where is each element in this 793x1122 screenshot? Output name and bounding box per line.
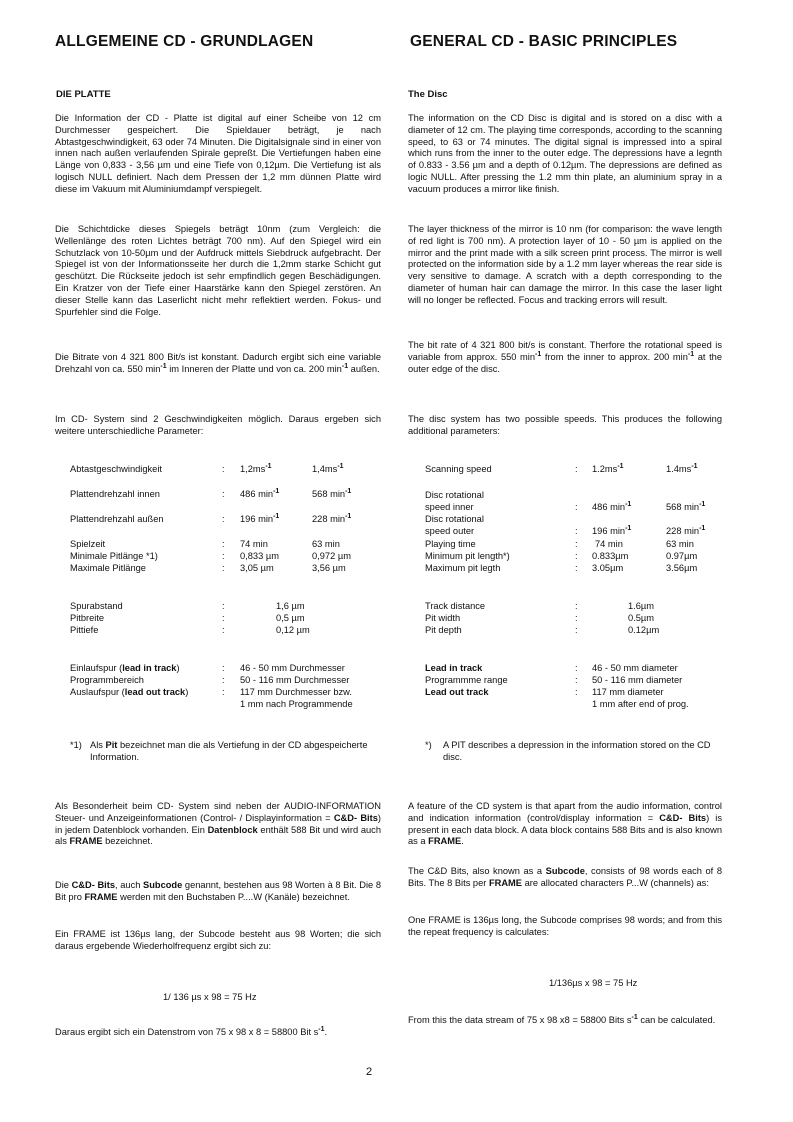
right-paragraph-1: The information on the CD Disc is digital and is stored on a disc with a diameter of 12 cm. The playing time corresponds, according to the scanning speed, to 63 or 74 minutes. The digital signal is impressed into a spiral which runs from the inner to the outer edge. The depressions have a legnth of 0.833 - 3.56 µm and a depth of 0.12µm. The depressions are defined as logic NULL. After pressing the 1.2 mm thin plate, an aluminium spray in a vacuum produces a mirror like finish. (408, 113, 722, 194)
param-label: Pitbreite (70, 613, 105, 623)
param-label: Lead out track (425, 687, 489, 697)
param-label: Einlaufspur (lead in track) (70, 663, 180, 673)
param-value: $1,4ms^{-1}$ (312, 463, 344, 474)
param-value: 63 min (666, 539, 694, 549)
right-paragraph-4: The disc system has two possible speeds. This produces the following additional parameters: (408, 414, 722, 436)
param-value: 486 $\min^{-1}$ (240, 488, 280, 499)
left-paragraph-5: Als Besonderheit beim CD- System sind neben der AUDIO-INFORMATION Steuer- und Anzeigeinformationen (Control- / Displayinformation = C&D- Bits) in jedem Datenblock vorhanden. Ein Datenblock enthält 588 Bit und wird auch als FRAME bezeichnet. (55, 801, 382, 847)
right-paragraph-2: The layer thickness of the mirror is 10 nm (for comparison: the wave length of red light is 700 nm). A protection layer of 10 - 50 µm is applied on the mirror and the print made with a silk screen print process. The mirror is well protected on the information side by a 1.2 mm layer whereas the rear side is very sensitive to damage. A scratch with a depth corresponding to the diameter of human hair can damage the mirror. In this case the laser light will no longer be reflected. Focus and tracking errors will result. (408, 224, 722, 305)
param-label: Maximum pit legth (425, 563, 501, 573)
right-formula: 1/136µs x 98 = 75 Hz (549, 978, 638, 988)
param-label: Abtastgeschwindigkeit (70, 464, 162, 474)
right-paragraph-3: The bit rate of 4 321 800 bit/s is constant. Therfore the rotational speed is variable from approx. 550 $\min^{-1}$ from the inner to approx. 200 $\min^{-1}$ at the outer edge of the disc. (408, 340, 723, 374)
left-section-heading: DIE PLATTE (56, 89, 111, 100)
param-label: Disc rotational (425, 490, 484, 500)
left-footnote: *1) Als Pit bezeichnet man die als Vertiefung in der CD abgespeicherte Information. (70, 740, 368, 762)
param-value: $1.4ms^{-1}$ (666, 463, 698, 474)
param-label: Plattendrehzahl innen (70, 489, 160, 499)
param-value: 0,972 µm (312, 551, 351, 561)
param-label: Track distance (425, 601, 486, 611)
param-label: Minimale Pitlänge *1) (70, 551, 158, 561)
right-page-title: GENERAL CD - BASIC PRINCIPLES (410, 33, 678, 50)
param-value: 63 min (312, 539, 340, 549)
param-value: 228 $\min^{-1}$ (312, 513, 352, 524)
param-value: 0.97µm (666, 551, 698, 561)
left-paragraph-2: Die Schichtdicke dieses Spiegels beträgt 10nm (zum Vergleich: die Wellenlänge des roten Lichtes beträgt 700 nm). Auf den Spiegel wird ein Schutzlack von 10-50µm und der Aufdruck mittels Siebdruck aufgebracht. Der Spiegel ist von der Informationsseite her durch die 1,2mm starke Schicht gut geschützt. Die Rückseite jedoch ist sehr empfindlich gegen Beschädigungen. Ein Kratzer von der Tiefe einer Haarstärke kann den Spiegel zerstören. An dieser Stelle kann das Laserlicht nicht mehr reflektiert werden. Fokus- und Spurfehler sind die Folge. (55, 224, 381, 317)
param-label: Maximale Pitlänge (70, 563, 146, 573)
left-paragraph-8: Daraus ergibt sich ein Datenstrom von 75 x 98 x 8 = 58800 Bit $s^{-1}$. (55, 1026, 328, 1037)
left-paragraph-4: Im CD- System sind 2 Geschwindigkeiten möglich. Daraus ergeben sich weitere unterschiedliche Parameter: (55, 414, 381, 436)
param-value: 486 $\min^{-1}$ (592, 501, 632, 512)
left-paragraph-6: Die C&D- Bits, auch Subcode genannt, bestehen aus 98 Worten à 8 Bit. Die 8 Bit pro FRAME werden mit den Buchstaben P....W (Kanäle) bezeichnet. (55, 880, 381, 902)
param-value: 568 $\min^{-1}$ (312, 488, 352, 499)
param-value: 0,833 µm (240, 551, 279, 561)
param-value: 46 - 50 mm diameter (592, 663, 678, 673)
param-value: 50 - 116 mm diameter (592, 675, 683, 685)
param-label: Disc rotational (425, 514, 484, 524)
param-label: Spurabstand (70, 601, 123, 611)
param-value: 3.56µm (666, 563, 698, 573)
left-formula: 1/ 136 µs x 98 = 75 Hz (163, 992, 257, 1002)
right-paragraph-8: From this the data stream of 75 x 98 x8 = 58800 Bits $s^{-1}$ can be calculated. (408, 1014, 716, 1025)
param-value: 50 - 116 mm Durchmesser (240, 675, 350, 685)
param-label: speed inner (425, 502, 474, 512)
param-value: 0.833µm (592, 551, 629, 561)
param-value: 3,05 µm (240, 563, 274, 573)
page-number: 2 (366, 1066, 373, 1078)
param-label: Pittiefe (70, 625, 99, 635)
right-section-heading: The Disc (408, 89, 448, 100)
param-value: 74 min (595, 539, 623, 549)
left-paragraph-1: Die Information der CD - Platte ist digital auf einer Scheibe von 12 cm Durchmesser gespeichert. Die Spieldauer beträgt, je nach Abtastgeschwindigkeit, 63 oder 74 Minuten. Die Digitalsignale sind in einer von innen nach außen verlaufenden Spirale gepreßt. Die Vertiefungen haben eine Länge von 0,833 - 3,56 µm und eine Tiefe von 0,12µm. Die Vertiefung ist als logisch NULL definiert. Nach dem Pressen der 1,2 mm dünnen Platte wird diese im Vakuum mit Aluminiumdampf verspiegelt. (55, 113, 381, 194)
param-value: 196 $\min^{-1}$ (240, 513, 280, 524)
param-value: 3.05µm (592, 563, 624, 573)
param-label: Programmme range (425, 675, 508, 685)
param-value: 117 mm diameter (592, 687, 664, 697)
right-footnote: *) A PIT describes a depression in the information stored on the CD disc. (425, 740, 711, 762)
param-value: 1 mm nach Programmende (240, 699, 353, 709)
param-value: 228 $\min^{-1}$ (666, 525, 706, 536)
param-label: Auslaufspur (lead out track) (70, 687, 189, 697)
param-label: Programmbereich (70, 675, 144, 685)
left-paragraph-3: Die Bitrate von 4 321 800 Bit/s ist konstant. Dadurch ergibt sich eine variable Drehzahl von ca. 550 $\min^{-1}$ im Inneren der Platte und von ca. 200 $\min^{-1}$ außen. (55, 352, 381, 374)
param-value: 1.6µm (628, 601, 655, 611)
param-label: Playing time (425, 539, 476, 549)
left-page-title: ALLGEMEINE CD - GRUNDLAGEN (55, 33, 314, 50)
param-label: Minimum pit length*) (425, 551, 510, 561)
param-value: 0,5 µm (276, 613, 305, 623)
param-value: $1.2ms^{-1}$ (592, 463, 624, 474)
param-value: 196 $\min^{-1}$ (592, 525, 632, 536)
param-value: 46 - 50 mm Durchmesser (240, 663, 345, 673)
right-paragraph-5: A feature of the CD system is that apart from the audio information, control and indication information (control/display information = C&D- Bits) is present in each data block. A data block contains 588 Bits and is also known as a FRAME. (408, 801, 722, 847)
param-value: 0.12µm (628, 625, 660, 635)
param-value: 3,56 µm (312, 563, 346, 573)
param-value: 0,12 µm (276, 625, 310, 635)
left-paragraph-7: Ein FRAME ist 136µs lang, der Subcode besteht aus 98 Worten; die sich daraus ergebende Wiederholfrequenz ergibt sich zu: (55, 929, 381, 951)
param-value: 568 $\min^{-1}$ (666, 501, 706, 512)
param-label: Spielzeit (70, 539, 106, 549)
param-value: 1,6 µm (276, 601, 305, 611)
right-paragraph-6: The C&D Bits, also known as a Subcode, consists of 98 words each of 8 Bits. The 8 Bits per FRAME are allocated characters P...W (channels) as: (408, 866, 722, 888)
param-label: speed outer (425, 526, 475, 536)
param-value: 1 mm after end of prog. (592, 699, 689, 709)
param-value: 117 mm Durchmesser bzw. (240, 687, 352, 697)
right-paragraph-7: One FRAME is 136µs long, the Subcode comprises 98 words; and from this the repeat frequency is calculates: (408, 915, 722, 937)
param-label: Pit width (425, 613, 461, 623)
param-label: Plattendrehzahl außen (70, 514, 164, 524)
param-label: Pit depth (425, 625, 462, 635)
param-value: 0.5µm (628, 613, 655, 623)
param-value: 74 min (240, 539, 268, 549)
param-value: $1,2ms^{-1}$ (240, 463, 272, 474)
param-label: Lead in track (425, 663, 483, 673)
param-label: Scanning speed (425, 464, 492, 474)
